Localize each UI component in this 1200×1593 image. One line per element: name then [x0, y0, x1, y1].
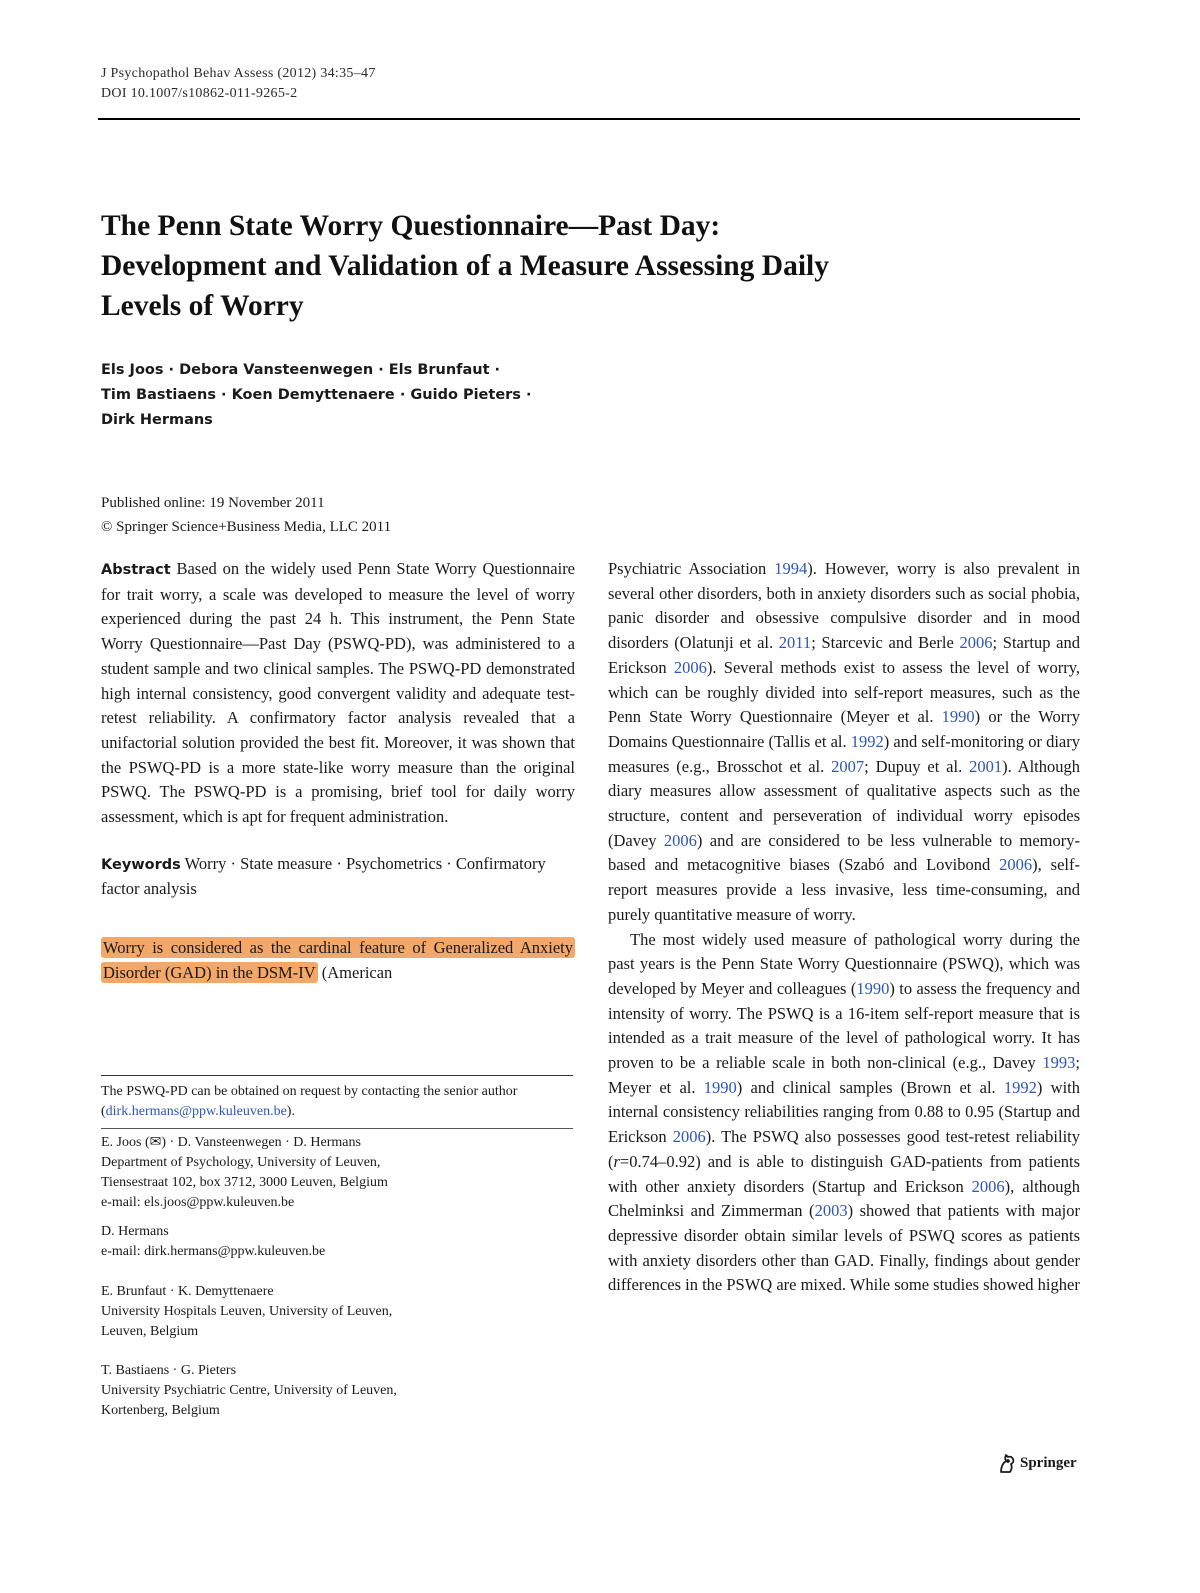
citation-link[interactable]: 2006 — [663, 830, 697, 850]
citation-link[interactable]: 2006 — [971, 1176, 1005, 1196]
citation-link[interactable]: 1990 — [941, 707, 975, 727]
title-line-2: Development and Validation of a Measure Assessing Daily — [101, 250, 830, 282]
affiliation-names: E. Joos (✉) · D. Vansteenwegen · D. Hermans — [101, 1135, 361, 1150]
springer-horse-icon — [997, 1452, 1017, 1474]
text-run: ) to assess the frequency and intensity of worry. The PSWQ is a 16-item self-report measure that is intended as a trait measure of the level of pathological worry. It has proven to be a reliable scale in both non-clinical (e.g., Davey — [608, 978, 1080, 1073]
affiliation-rule — [101, 1128, 573, 1129]
citation-link[interactable]: 2003 — [814, 1201, 848, 1221]
left-column — [101, 557, 575, 986]
intro-rest: (American — [317, 962, 393, 982]
citation-link[interactable]: 2006 — [959, 633, 993, 653]
text-run: ; Meyer et al. — [608, 1053, 1080, 1097]
affiliation-email[interactable]: e-mail: dirk.hermans@ppw.kuleuven.be — [101, 1244, 326, 1259]
text-run: ) and self-monitoring or diary measures (e.g., Brosschot et al. — [608, 731, 1080, 776]
text-run: ) and are considered to be less vulnerable to memory-based and metacognitive biases (Szabó and Lovibond — [608, 830, 1080, 875]
footnote-text: The PSWQ-PD can be obtained on request by contacting the senior author ( — [101, 1084, 518, 1119]
citation-link[interactable]: 1990 — [856, 978, 890, 998]
keywords-text: Worry · State measure · Psychometrics · Confirmatory factor analysis — [101, 853, 546, 899]
keywords-label: Keywords — [101, 856, 181, 873]
text-run: ), although Chelminksi and Zimmerman ( — [608, 1176, 1080, 1221]
text-run: ) showed that patients with major depressive disorder obtain similar levels of PSWQ scores as patients with anxiety disorders other than GAD. Finally, findings about gender differences in the PSWQ are mixed. While some studies showed higher — [608, 1201, 1080, 1295]
text-run: ) with internal consistency reliabilities ranging from 0.88 to 0.95 (Startup and Erickson — [608, 1077, 1080, 1147]
copyright: © Springer Science+Business Media, LLC 2011 — [101, 519, 392, 535]
text-run: ; Starcevic and Berle — [811, 633, 960, 653]
citation-link[interactable]: 2007 — [831, 756, 865, 776]
text-run: ). However, worry is also prevalent in several other disorders, both in anxiety disorders such as social phobia, panic disorder and obsessive compulsive disorder and in mood disorders (Olatunji et al. — [608, 559, 1080, 653]
text-run: =0.74–0.92) and is able to distinguish GAD-patients from patients with other anxiety disorders (Startup and Erickson — [608, 1151, 1080, 1196]
published-date: Published online: 19 November 2011 — [101, 495, 325, 511]
journal-citation: J Psychopathol Behav Assess (2012) 34:35–47 — [101, 66, 376, 81]
abstract — [101, 557, 575, 830]
intro-paragraph — [101, 936, 575, 985]
text-run: ), self-report measures provide a less invasive, less time-consuming, and purely quantitative measure of worry. — [608, 855, 1080, 924]
authors-line-1: Els Joos · Debora Vansteenwegen · Els Brunfaut · — [101, 362, 501, 378]
authors-line-3: Dirk Hermans — [101, 412, 213, 428]
affiliation-email[interactable]: e-mail: els.joos@ppw.kuleuven.be — [101, 1195, 295, 1210]
citation-link[interactable]: 2006 — [672, 1127, 706, 1147]
title-line-1: The Penn State Worry Questionnaire—Past Day: — [101, 210, 721, 242]
footnote-rule — [101, 1075, 573, 1076]
text-run: ). The PSWQ also possesses good test-retest reliability ( — [608, 1127, 1080, 1171]
body-paragraph-2 — [608, 928, 1080, 1299]
citation-link[interactable]: 1992 — [850, 731, 884, 751]
affiliation-block — [101, 1133, 573, 1213]
title-line-3: Levels of Worry — [101, 290, 304, 322]
doi: DOI 10.1007/s10862-011-9265-2 — [101, 86, 298, 101]
text-run: ) or the Worry Domains Questionnaire (Tallis et al. — [608, 707, 1080, 751]
citation-link[interactable]: 1992 — [1003, 1077, 1037, 1097]
highlighted-sentence[interactable]: Worry is considered as the cardinal feature of Generalized Anxiety Disorder (GAD) in the DSM-IV — [103, 938, 573, 982]
citation-link[interactable]: 2006 — [999, 855, 1033, 875]
abstract-text: Based on the widely used Penn State Worry Questionnaire for trait worry, a scale was developed to measure the level of worry experienced during the past 24 h. This instrument, the Penn State Worry Questionnaire—Past Day (PSWQ-PD), was administered to a student sample and two clinical samples. The PSWQ-PD demonstrated high internal consistency, good convergent validity and adequate test-retest reliability. A confirmatory factor analysis revealed that a unifactorial solution provided the best fit. Moreover, it was shown that the PSWQ-PD is a more state-like worry measure than the original PSWQ. The PSWQ-PD is a promising, brief tool for daily worry assessment, which is apt for frequent administration. — [101, 559, 576, 827]
text-run: ). Several methods exist to assess the level of worry, which can be roughly divided into self-report measures, such as the Penn State Worry Questionnaire (Meyer et al. — [608, 657, 1081, 727]
affiliation-line: Tiensestraat 102, box 3712, 3000 Leuven, Belgium — [101, 1175, 388, 1190]
footnote — [101, 1082, 573, 1122]
text-run: ; Dupuy et al. — [864, 756, 970, 776]
affiliation-block — [101, 1282, 573, 1342]
publisher-name: Springer — [1020, 1454, 1077, 1471]
footnote-end: ). — [286, 1104, 295, 1119]
citation-link[interactable]: 1990 — [703, 1077, 737, 1097]
footnote-email-link[interactable]: dirk.hermans@ppw.kuleuven.be — [105, 1104, 287, 1119]
text-run: The most widely used measure of pathological worry during the past years is the Penn State Worry Questionnaire (PSWQ), which was developed by Meyer and colleagues ( — [608, 929, 1080, 998]
citation-link[interactable]: 2006 — [673, 657, 707, 677]
affiliation-block — [101, 1361, 573, 1421]
authors-line-2: Tim Bastiaens · Koen Demyttenaere · Guido Pieters · — [101, 387, 532, 403]
citation-link[interactable]: 2001 — [969, 756, 1003, 776]
affiliation-line: Leuven, Belgium — [101, 1324, 199, 1339]
citation-link[interactable]: 1993 — [1042, 1053, 1076, 1073]
text-run: Psychiatric Association — [608, 559, 775, 578]
author-list — [101, 358, 801, 433]
affiliation-block — [101, 1222, 573, 1262]
keywords — [101, 852, 575, 902]
affiliation-names: T. Bastiaens · G. Pieters — [101, 1363, 237, 1378]
affiliation-names: D. Hermans — [101, 1224, 169, 1239]
citation-link[interactable]: 1994 — [774, 559, 808, 578]
affiliation-line: University Hospitals Leuven, University of Leuven, — [101, 1304, 393, 1319]
publication-info — [101, 491, 391, 539]
body-paragraph-1 — [608, 557, 1080, 928]
affiliation-line: Kortenberg, Belgium — [101, 1403, 220, 1418]
right-column — [608, 557, 1080, 1298]
article-title — [101, 206, 1061, 326]
header-rule — [98, 118, 1080, 120]
affiliation-line: Department of Psychology, University of Leuven, — [101, 1155, 381, 1170]
springer-logo — [997, 1452, 1077, 1474]
abstract-label: Abstract — [101, 562, 171, 578]
citation-link[interactable]: 2011 — [778, 633, 812, 653]
text-run: ; Startup and Erickson — [608, 633, 1080, 677]
text-run: ). Although diary measures allow assessment of qualitative aspects such as the structure, content and perseveration of individual worry episodes (Davey — [608, 756, 1080, 850]
text-run: ) and clinical samples (Brown et al. — [736, 1077, 1004, 1097]
r-symbol: r — [613, 1151, 620, 1171]
affiliation-line: University Psychiatric Centre, University of Leuven, — [101, 1383, 397, 1398]
affiliation-names: E. Brunfaut · K. Demyttenaere — [101, 1284, 274, 1299]
